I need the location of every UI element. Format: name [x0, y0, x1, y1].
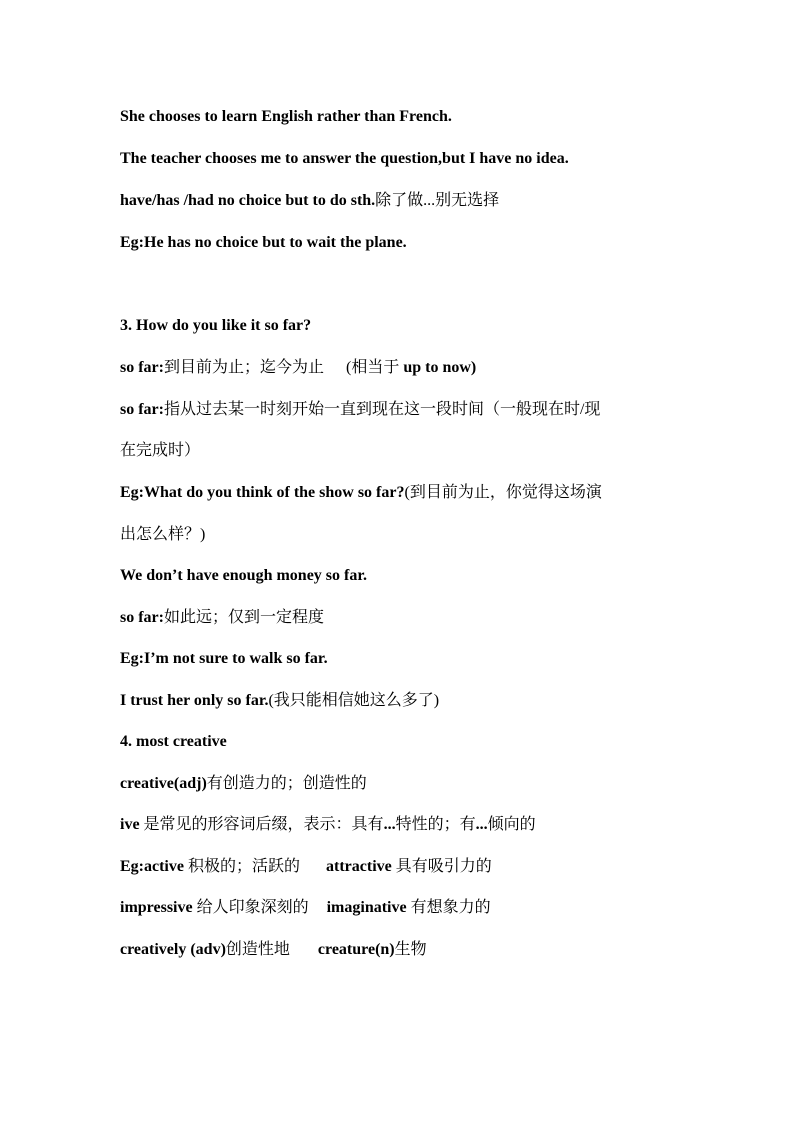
meaning: 指从过去某一时刻开始一直到现在这一段时间（一般现在时/现 [163, 401, 601, 418]
text: She chooses to learn English rather than French. [120, 108, 452, 125]
example-trust-her [120, 691, 720, 711]
example-show-so-far-cont [120, 525, 720, 545]
example-no-choice [120, 233, 720, 253]
phrase-chinese: 除了做...别无选择 [375, 192, 500, 209]
example-creatively-creature [120, 940, 720, 960]
text: 4. most creative [120, 733, 227, 750]
note-english: up to now) [399, 359, 477, 376]
word-creature: creature(n) [317, 941, 395, 958]
meaning: 如此远；仅到一定程度 [163, 609, 324, 626]
meaning-active: 积极的；活跃的 [183, 858, 300, 875]
meaning-attractive: 具有吸引力的 [391, 858, 492, 875]
ellipsis-2: ... [475, 816, 488, 833]
note-part-1: 是常见的形容词后缀，表示：具有 [139, 816, 384, 833]
meaning-creatively: 创造性地 [225, 941, 290, 958]
text: 在完成时） [120, 442, 201, 459]
example-english: I trust her only so far. [120, 692, 269, 709]
meaning: 有创造力的；创造性的 [206, 775, 367, 792]
word-imaginative: imaginative [326, 899, 407, 916]
definition-so-far-2 [120, 400, 720, 420]
definition-so-far-1 [120, 358, 720, 378]
sentence-english-rather-than-french [120, 107, 720, 127]
word-creatively: creatively (adv) [120, 941, 226, 958]
heading-how-do-you-like-it [120, 316, 720, 336]
example-impressive-imaginative [120, 898, 720, 918]
meaning-impressive: 给人印象深刻的 [192, 899, 309, 916]
meaning-imaginative: 有想象力的 [406, 899, 491, 916]
definition-so-far-3 [120, 608, 720, 628]
term: creative(adj) [120, 775, 207, 792]
suffix-ive-note [120, 815, 720, 835]
note-part-3: 倾向的 [487, 816, 536, 833]
text: Eg:He has no choice but to wait the plane. [120, 234, 407, 251]
example-walk-so-far [120, 649, 720, 669]
suffix: ive [120, 816, 140, 833]
example-enough-money [120, 566, 720, 586]
example-show-so-far [120, 483, 720, 503]
definition-so-far-2-cont [120, 441, 720, 461]
example-english: Eg:What do you think of the show so far? [120, 484, 405, 501]
term: so far: [120, 609, 164, 626]
phrase-english: have/has /had no choice but to do sth. [120, 192, 376, 209]
ellipsis-1: ... [383, 816, 396, 833]
text: Eg:I’m not sure to walk so far. [120, 650, 328, 667]
word-active: Eg:active [120, 858, 184, 875]
term: so far: [120, 401, 164, 418]
phrase-no-choice-but [120, 191, 720, 211]
sentence-teacher-chooses [120, 149, 720, 169]
example-chinese: (我只能相信她这么多了) [268, 692, 440, 709]
meaning-creature: 生物 [394, 941, 427, 958]
text: The teacher chooses me to answer the question,but I have no idea. [120, 150, 569, 167]
text: We don’t have enough money so far. [120, 567, 367, 584]
definition-creative [120, 774, 720, 794]
word-impressive: impressive [120, 899, 193, 916]
word-attractive: attractive [326, 858, 392, 875]
heading-most-creative [120, 732, 720, 752]
text: 出怎么样？) [120, 526, 206, 543]
meaning: 到目前为止；迄今为止 [163, 359, 324, 376]
note-open: (相当于 [346, 359, 400, 376]
example-chinese: (到目前为止，你觉得这场演 [404, 484, 602, 501]
text: 3. How do you like it so far? [120, 317, 312, 334]
term: so far: [120, 359, 164, 376]
example-active-attractive [120, 857, 720, 877]
note-part-2: 特性的；有 [395, 816, 476, 833]
